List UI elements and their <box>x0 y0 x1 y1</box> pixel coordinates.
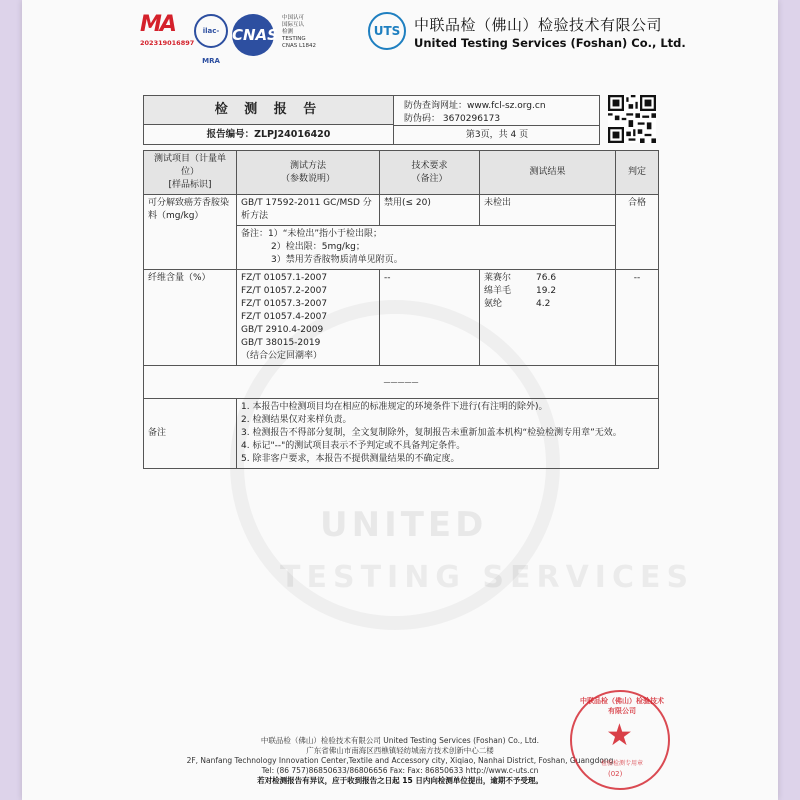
cnas-line: 国际互认 <box>282 22 305 28</box>
ilac-logo: ilac-MRA <box>194 14 228 48</box>
stamp-number: (02) <box>608 770 623 778</box>
footer-line: 若对检测报告有异议，应于收到报告之日起 15 日内向检测单位提出，逾期不予受理。 <box>257 776 543 785</box>
header-test-item: 测试项目（计量单位） <box>153 154 226 177</box>
fiber-name: 莱赛尔 <box>484 273 512 283</box>
ma-number: 202319016897 <box>140 39 195 47</box>
cnas-line: 中国认可 <box>282 15 305 21</box>
company-name-cn: 中联品检（佛山）检验技术有限公司 <box>414 16 663 34</box>
remarks-label: 备注 <box>144 399 237 469</box>
cnas-line: 检测 <box>282 29 294 35</box>
cnas-caption <box>282 15 316 50</box>
header-remark: （备注） <box>411 173 448 184</box>
fiber-value: 76.6 <box>536 273 557 283</box>
stamp-sub: 检验检测专用章 <box>600 760 643 767</box>
footer-line: 中联品检（佛山）检验技术有限公司 United Testing Services (Foshan) Co., Ltd. <box>260 736 540 745</box>
qr-code-icon <box>608 95 656 143</box>
company-header <box>368 12 768 62</box>
header-cell <box>380 151 480 195</box>
watermark-text: UNITED <box>320 505 488 545</box>
fiber-row <box>484 272 611 285</box>
header-cell <box>144 151 237 195</box>
cell-item: 可分解致癌芳香胺染料（mg/kg） <box>144 195 237 270</box>
table-remarks-row <box>144 399 659 469</box>
footer-line: 2F, Nanfang Technology Innovation Center,Textile and Accessory city, Xiqiao, Nanhai District, Foshan, Guangdong <box>186 756 614 765</box>
cell-methods <box>237 270 380 366</box>
header-method: 测试方法 <box>289 160 326 171</box>
method-line: （结合公定回潮率） <box>241 351 323 361</box>
fiber-value: 4.2 <box>536 299 551 309</box>
header-requirement: 技术要求 <box>411 160 448 171</box>
footer-line: Tel: (86 757)86850633/86806656 Fax: Fax: 86850633 http://www.c-uts.cn <box>261 766 539 775</box>
table-row <box>144 270 659 366</box>
cnas-line: TESTING <box>282 36 306 42</box>
ma-logo <box>140 12 195 57</box>
cell-judgement: 合格 <box>616 195 659 270</box>
cnas-logo <box>232 14 352 54</box>
remark-line: 3. 检测报告不得部分复制，全文复制除外，复制报告未重新加盖本机构“检验检测专用章”无效。 <box>241 428 622 438</box>
fiber-value: 19.2 <box>536 286 557 296</box>
table-divider-row <box>144 366 659 399</box>
method-line: FZ/T 01057.1-2007 <box>241 273 328 283</box>
cell-judgement: -- <box>616 270 659 366</box>
table-header-row <box>144 151 659 195</box>
method-line: FZ/T 01057.3-2007 <box>241 299 328 309</box>
table-row <box>144 195 659 226</box>
remarks-cell <box>237 399 659 469</box>
cell-result: 未检出 <box>480 195 616 226</box>
uts-logo-icon: UTS <box>368 12 406 50</box>
remark-line: 4. 标记"--"的测试项目表示不予判定或不具备判定条件。 <box>241 441 466 451</box>
report-header <box>143 95 600 145</box>
cell-notes <box>237 226 616 270</box>
report-number: 报告编号：ZLPJ24016420 <box>144 125 394 145</box>
fiber-row <box>484 298 611 311</box>
note-line: 3）禁用芳香胺物质清单见附页。 <box>271 255 403 265</box>
note-line: 备注：1）“未检出”指小于检出限； <box>241 229 383 239</box>
company-name-en: United Testing Services (Foshan) Co., Ltd. <box>414 36 686 50</box>
fiber-row <box>484 285 611 298</box>
note-line: 2）检出限：5mg/kg； <box>271 242 365 252</box>
cell-requirement: 禁用(≤ 20) <box>380 195 480 226</box>
query-site: 防伪查询网址：www.fcl-sz.org.cn <box>404 101 546 111</box>
official-stamp <box>570 690 670 790</box>
results-table <box>143 150 659 469</box>
cnas-mark: CNAS <box>232 14 274 56</box>
header-params: （参数说明） <box>280 173 335 184</box>
method-line: GB/T 38015-2019 <box>241 338 321 348</box>
method-line: FZ/T 01057.4-2007 <box>241 312 328 322</box>
cell-method: GB/T 17592-2011 GC/MSD 分析方法 <box>237 195 380 226</box>
cell-fibers <box>480 270 616 366</box>
report-footer <box>0 736 800 786</box>
cnas-line: CNAS L1842 <box>282 43 317 49</box>
fiber-name: 氨纶 <box>484 299 503 309</box>
method-line: FZ/T 01057.2-2007 <box>241 286 328 296</box>
divider-cell: ————— <box>144 366 659 399</box>
watermark-text-2: TESTING SERVICES <box>280 560 695 595</box>
stamp-text: 中联品检（佛山）检验技术有限公司 <box>580 697 664 715</box>
footer-line: 广东省佛山市南海区西樵镇轻纺城南方技术创新中心二楼 <box>306 746 494 755</box>
ma-mark: MA <box>140 12 175 37</box>
fiber-name: 绵羊毛 <box>484 286 512 296</box>
method-line: GB/T 2910.4-2009 <box>241 325 324 335</box>
cell-requirement: -- <box>380 270 480 366</box>
header-result: 测试结果 <box>480 151 616 195</box>
cell-item: 纤维含量（%） <box>144 270 237 366</box>
header-sample-id: [样品标识] <box>168 180 212 190</box>
remark-line: 1. 本报告中检测项目均在相应的标准规定的环境条件下进行(有注明的除外)。 <box>241 402 548 412</box>
header-cell <box>237 151 380 195</box>
report-title: 检 测 报 告 <box>144 96 394 125</box>
remark-line: 5. 除非客户要求，本报告不提供测量结果的不确定度。 <box>241 454 460 464</box>
star-icon: ★ <box>606 718 633 753</box>
page-indicator: 第3页，共 4 页 <box>394 125 600 145</box>
remark-line: 2. 检测结果仅对来样负责。 <box>241 415 352 425</box>
header-judgement: 判定 <box>616 151 659 195</box>
query-code: 防伪码： 3670296173 <box>404 114 501 124</box>
